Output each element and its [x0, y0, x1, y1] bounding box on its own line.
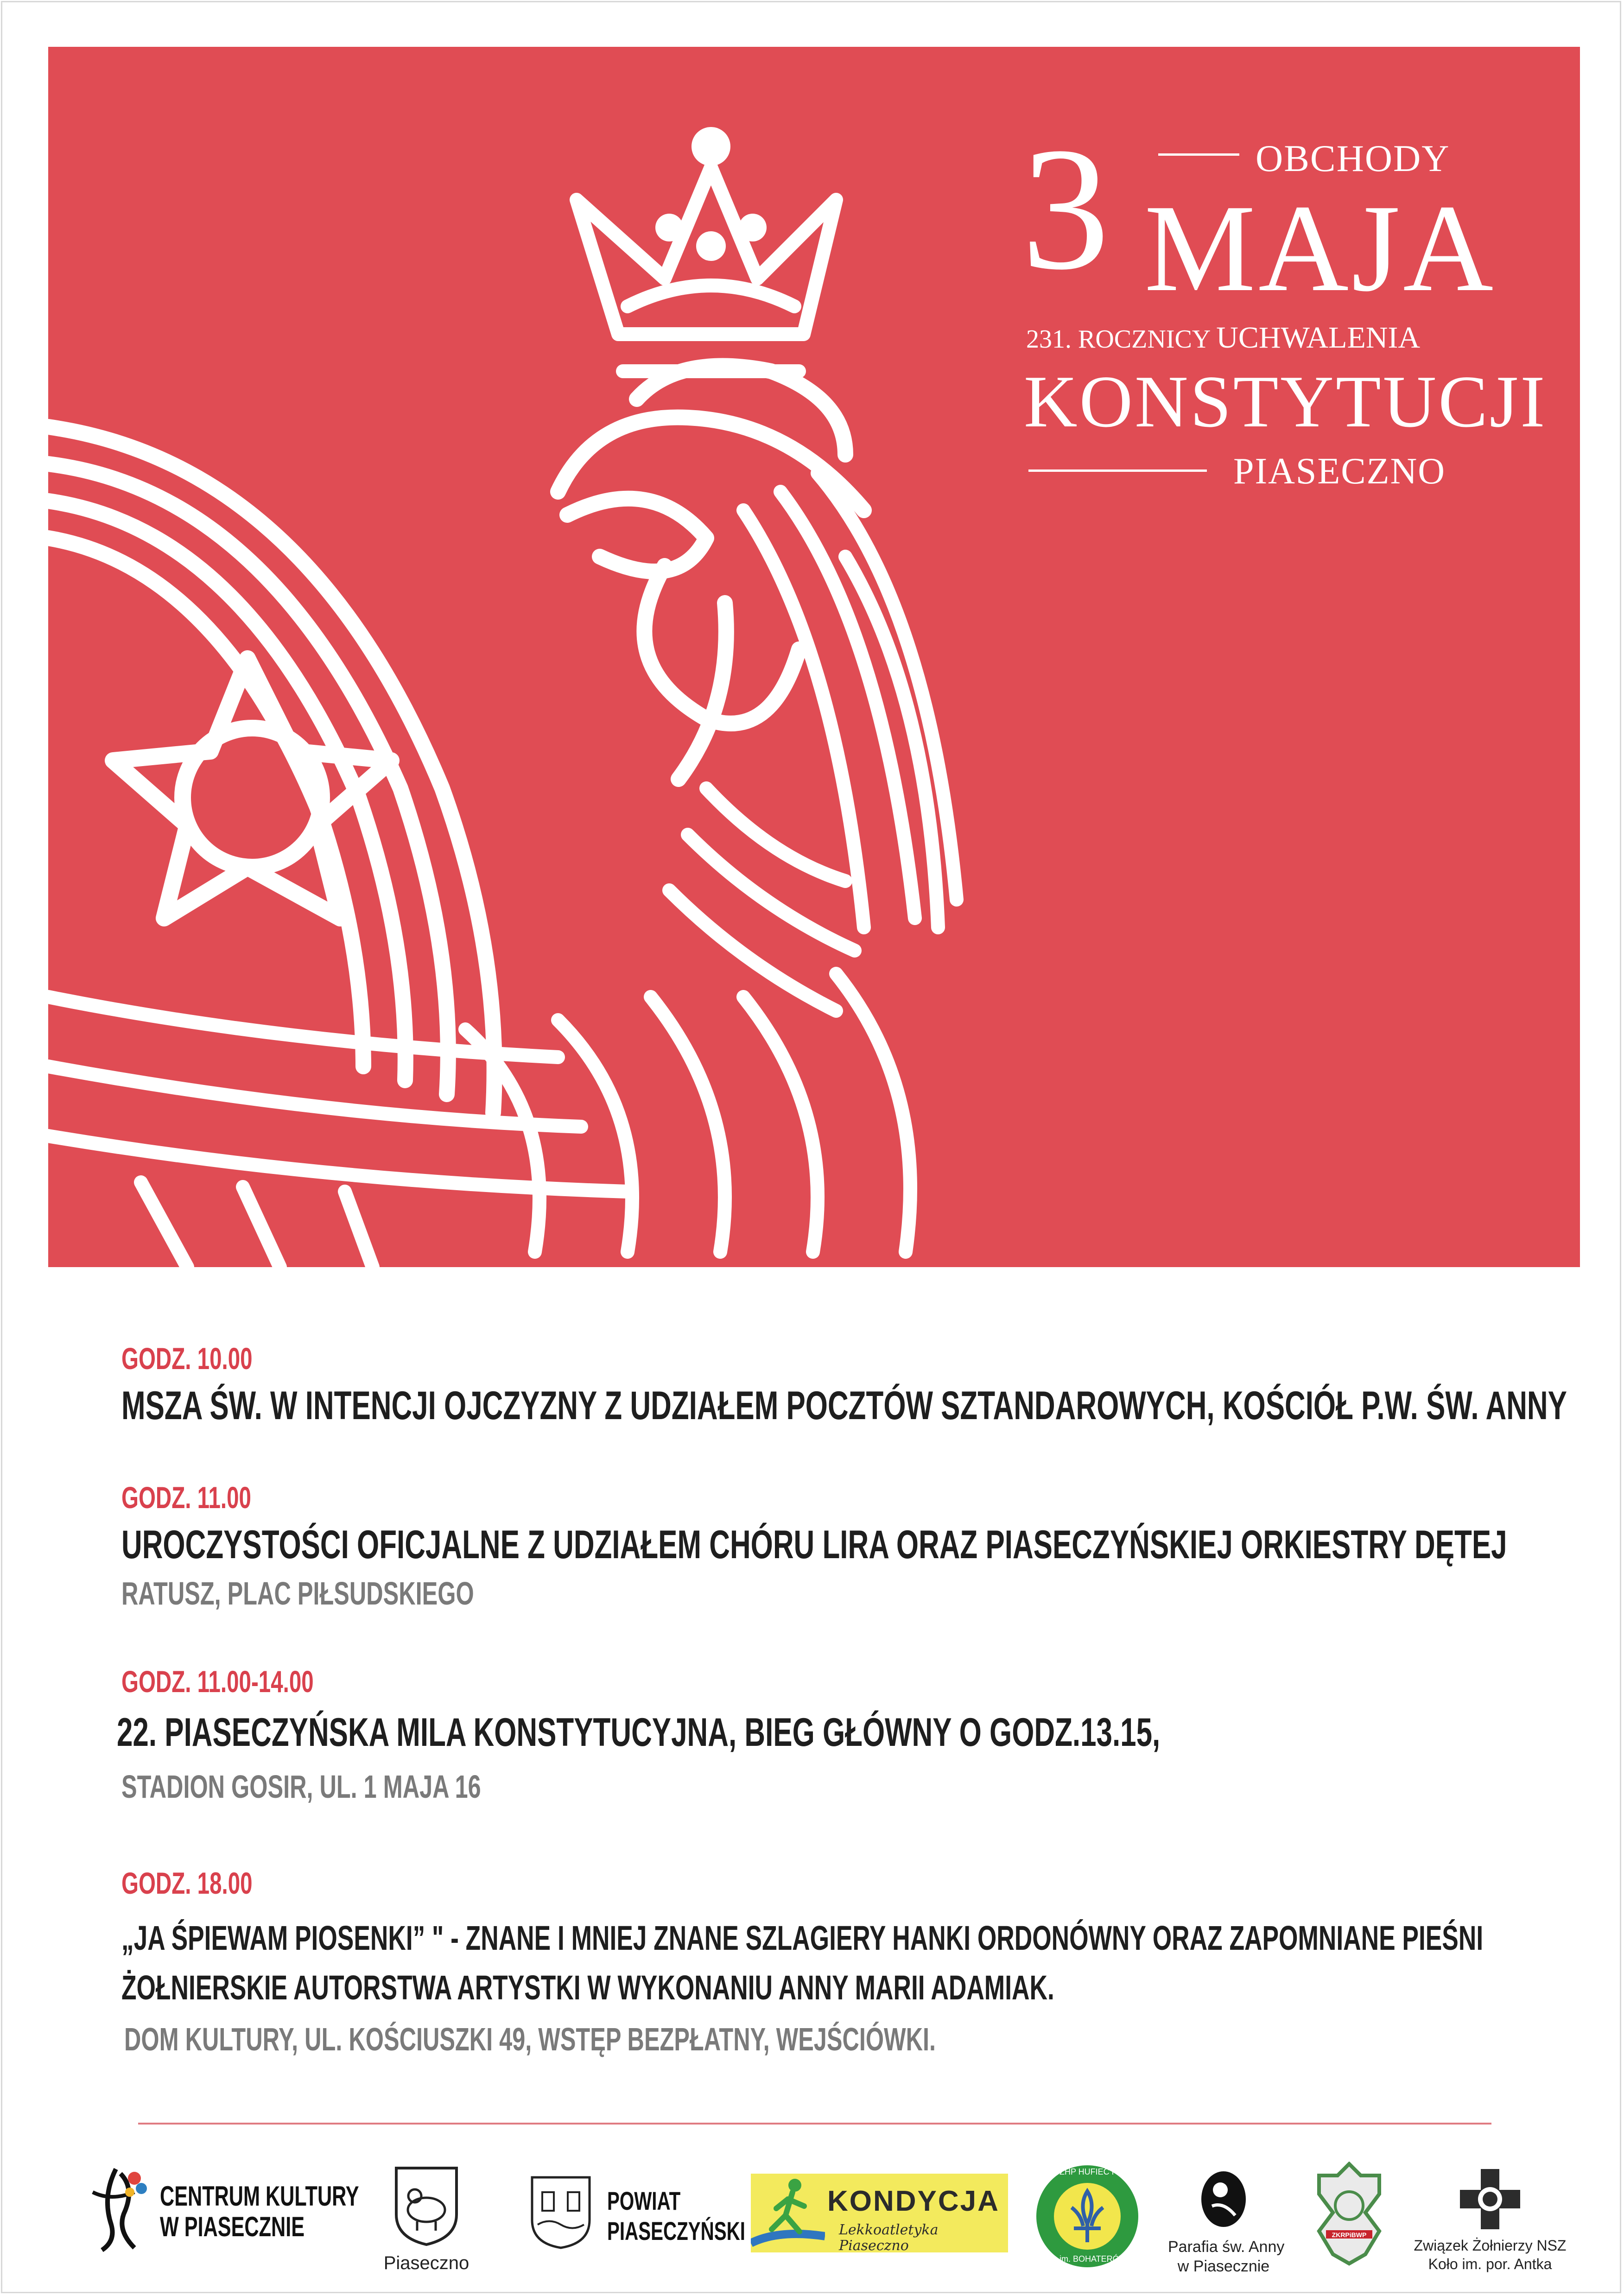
logo-centrum-kultury[interactable]	[83, 2160, 359, 2252]
ck-figure-icon	[83, 2160, 153, 2252]
zkrp-label: ZKRPiBWP	[1332, 2231, 1367, 2239]
title-rule-top	[1158, 153, 1239, 156]
zhp-bottom-text: im. BOHATERÓW POKOJU	[1059, 2254, 1164, 2264]
parafia-line2: w Piasecznie	[1177, 2258, 1270, 2275]
kondycja-title: KONDYCJA	[827, 2185, 1000, 2217]
anniversary-line	[1026, 321, 1421, 355]
saint-anna-icon	[1198, 2169, 1249, 2229]
event-3-title: 22. PIASECZYŃSKA MILA KONSTYTUCYJNA, BIEG GŁÓWNY O GODZ.13.15,	[117, 1710, 1161, 1755]
ram-crest-icon	[392, 2163, 461, 2247]
logo-nsz[interactable]	[1409, 2167, 1571, 2273]
nsz-line2: Koło im. por. Antka	[1428, 2256, 1552, 2272]
zhp-top-text: ZHP HUFIEC PIASECZNO	[1059, 2167, 1160, 2176]
parafia-line1: Parafia św. Anny	[1168, 2238, 1285, 2256]
event-1-title: MSZA ŚW. W INTENCJI OJCZYZNY Z UDZIAŁEM POCZTÓW SZTANDAROWYCH, KOŚCIÓŁ P.W. ŚW. ANNY	[121, 1383, 1567, 1428]
nsz-cross-icon	[1458, 2167, 1522, 2232]
event-1-time: GODZ. 10.00	[121, 1341, 253, 1376]
logo-zkrpibwp[interactable]	[1314, 2162, 1384, 2266]
zkrp-badge-icon	[1314, 2162, 1384, 2266]
event-4-location: DOM KULTURY, UL. KOŚCIUSZKI 49, WSTĘP BEZPŁATNY, WEJŚCIÓWKI.	[124, 2021, 936, 2057]
logo-powiat[interactable]	[528, 2174, 745, 2257]
logo-parafia[interactable]	[1168, 2169, 1285, 2280]
ck-line2: W PIASECZNIE	[160, 2211, 305, 2242]
title-rule-bottom	[1028, 469, 1207, 472]
event-4-time: GODZ. 18.00	[121, 1866, 253, 1900]
event-2-title: UROCZYSTOŚCI OFICJALNE Z UDZIAŁEM CHÓRU LIRA ORAZ PIASECZYŃSKIEJ ORKIESTRY DĘTEJ	[121, 1522, 1507, 1567]
obchody-label: OBCHODY	[1256, 137, 1450, 179]
event-3-location: STADION GOSIR, UL. 1 MAJA 16	[121, 1769, 481, 1805]
nsz-line1: Związek Żołnierzy NSZ	[1414, 2237, 1567, 2254]
event-4-line1: „JA ŚPIEWAM PIOSENKI” " - ZNANE I MNIEJ ZNANE SZLAGIERY HANKI ORDONÓWNY ORAZ ZAPOMNIANE PIEŚNI	[121, 1919, 1484, 1957]
event-4-line2: ŻOŁNIERSKIE AUTORSTWA ARTYSTKI W WYKONANIU ANNY MARII ADAMIAK.	[121, 1968, 1054, 2007]
white-eagle-emblem-icon	[48, 47, 1021, 1267]
month-label: MAJA	[1144, 179, 1497, 317]
anniversary-part1: 231. ROCZNICY	[1026, 325, 1210, 354]
powiat-crest-icon	[528, 2174, 593, 2250]
konstytucji-label: KONSTYTUCJI	[1024, 360, 1547, 443]
powiat-line1: POWIAT	[607, 2186, 681, 2215]
footer-divider	[138, 2123, 1491, 2125]
crown-icon	[577, 167, 836, 371]
ck-line1: CENTRUM KULTURY	[160, 2181, 359, 2212]
event-3-time: GODZ. 11.00-14.00	[121, 1664, 314, 1699]
runner-icon	[751, 2174, 825, 2252]
logo-gmina-piaseczno[interactable]	[380, 2163, 473, 2279]
logo-zhp[interactable]	[1034, 2163, 1164, 2269]
hero-banner	[48, 47, 1580, 1267]
anniversary-part2: UCHWALENIA	[1216, 321, 1421, 355]
kondycja-subtitle: Lekkoatletyka Piaseczno	[839, 2222, 939, 2254]
logo-kondycja[interactable]	[751, 2174, 1008, 2252]
day-number: 3	[1021, 111, 1110, 306]
powiat-line2: PIASECZYŃSKI	[607, 2216, 745, 2245]
place-label: PIASECZNO	[1233, 451, 1446, 492]
zhp-badge-icon	[1034, 2163, 1164, 2269]
event-2-location: RATUSZ, PLAC PIŁSUDSKIEGO	[121, 1575, 474, 1611]
event-2-time: GODZ. 11.00	[121, 1480, 251, 1515]
piaseczno-label: Piaseczno	[383, 2253, 469, 2273]
